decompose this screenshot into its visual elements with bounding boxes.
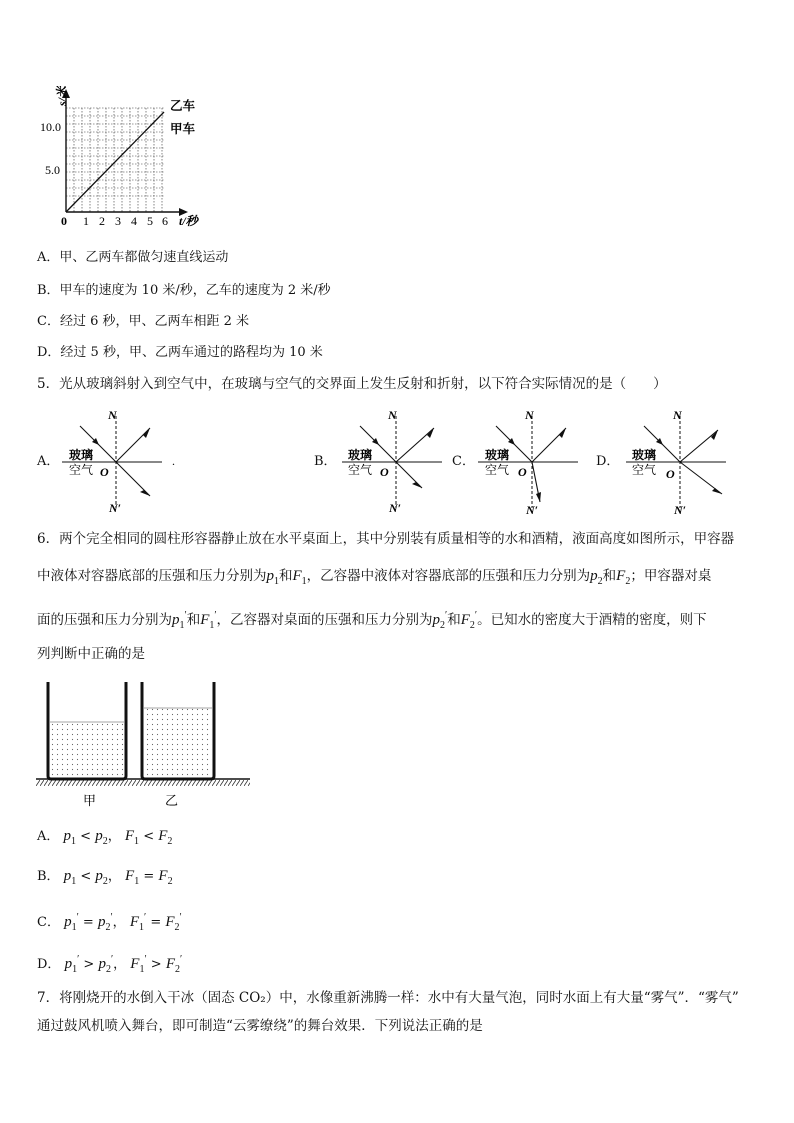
svg-text:玻璃: 玻璃 xyxy=(485,448,510,462)
q6-option-c: C． $p_1' = p_2'$， $F_1' = F_2'$ xyxy=(37,912,182,933)
x-tick-2: 2 xyxy=(99,214,105,228)
q4-option-c: C．经过 6 秒，甲、乙两车相距 2 米 xyxy=(37,314,250,329)
motion-line xyxy=(66,112,164,212)
y-axis-label: s/米 xyxy=(55,86,69,106)
q7-line-2: 通过鼓风机喷入舞台，即可制造“云雾缭绕”的舞台效果．下列说法正确的是 xyxy=(37,1018,483,1034)
q4-option-a: A．甲、乙两车都做匀速直线运动 xyxy=(37,250,229,265)
svg-text:空气: 空气 xyxy=(632,463,657,477)
svg-text:N: N xyxy=(525,408,534,422)
svg-text:N′: N′ xyxy=(526,503,539,517)
q5-option-b-letter: B． xyxy=(314,454,337,469)
q6-line-2: 中液体对容器底部的压强和压力分别为$p_1$和$F_1$，乙容器中液体对容器底部的压强和压力分别为$p_2$和$F_2$；甲容器对桌 xyxy=(37,568,712,587)
svg-text:N: N xyxy=(673,408,682,422)
svg-text:O: O xyxy=(666,467,675,481)
q6-option-b: B． $p_1 < p_2$， $F_1 = F_2$ xyxy=(37,868,173,887)
svg-text:O: O xyxy=(518,465,527,479)
svg-text:玻璃: 玻璃 xyxy=(348,448,373,462)
svg-text:N: N xyxy=(108,408,117,422)
x-tick-1: 1 xyxy=(83,214,89,228)
x-tick-6: 6 xyxy=(162,214,168,228)
y-tick-10: 10.0 xyxy=(40,120,61,134)
svg-text:N′: N′ xyxy=(389,501,402,515)
svg-text:N′: N′ xyxy=(674,503,687,517)
x-tick-3: 3 xyxy=(115,214,121,228)
q5-option-a-letter: A． xyxy=(37,454,60,469)
q6-option-a: A． $p_1 < p_2$， $F_1 < F_2$ xyxy=(37,828,173,847)
svg-text:O: O xyxy=(100,465,109,479)
q5-stem: 5．光从玻璃斜射入到空气中，在玻璃与空气的交界面上发生反射和折射，以下符合实际情况的是（ ） xyxy=(37,376,667,392)
q4-option-d: D．经过 5 秒，甲、乙两车通过的路程均为 10 米 xyxy=(37,345,323,360)
svg-text:N′: N′ xyxy=(109,501,122,515)
svg-text:.: . xyxy=(172,454,175,468)
q5-diagram-d xyxy=(626,406,746,518)
svg-text:N: N xyxy=(388,408,397,422)
q5-diagram-b xyxy=(342,406,452,516)
q6-line-1: 6．两个完全相同的圆柱形容器静止放在水平桌面上，其中分别装有质量相等的水和酒精，液面高度如图所示，甲容器 xyxy=(37,531,735,547)
q6-line-4: 列判断中正确的是 xyxy=(37,646,145,662)
line-label-yi: 乙车 xyxy=(170,98,196,113)
q7-line-1: 7．将刚烧开的水倒入干冰（固态 CO₂）中，水像重新沸腾一样：水中有大量气泡，同时水面上有大量“雾气”．“雾气” xyxy=(37,990,739,1006)
q6-line-3: 面的压强和压力分别为$p_1'$和$F_1'$，乙容器对桌面的压强和压力分别为$p_2'$和$F_2'$。已知水的密度大于酒精的密度，则下 xyxy=(37,610,707,631)
svg-text:O: O xyxy=(380,465,389,479)
svg-text:玻璃: 玻璃 xyxy=(69,448,94,462)
svg-text:玻璃: 玻璃 xyxy=(632,448,657,462)
q4-option-b: B．甲车的速度为 10 米/秒，乙车的速度为 2 米/秒 xyxy=(37,283,331,298)
q5-diagram-a xyxy=(62,406,192,516)
svg-text:空气: 空气 xyxy=(485,463,510,477)
line-label-jia: 甲车 xyxy=(170,121,196,136)
origin-label: 0 xyxy=(61,214,67,228)
container-label-yi: 乙 xyxy=(165,794,179,809)
q6-containers-figure xyxy=(36,678,256,812)
y-tick-5: 5.0 xyxy=(45,163,60,177)
x-tick-5: 5 xyxy=(147,214,153,228)
q5-option-c-letter: C． xyxy=(452,454,475,469)
x-axis-label: t/秒 xyxy=(179,214,198,228)
q5-diagram-c xyxy=(478,406,588,518)
q6-option-d: D． $p_1' > p_2'$， $F_1' > F_2'$ xyxy=(37,954,183,975)
container-label-jia: 甲 xyxy=(83,794,97,809)
q5-option-d-letter: D． xyxy=(596,454,620,469)
svg-text:空气: 空气 xyxy=(69,463,94,477)
s-t-graph xyxy=(36,86,226,236)
svg-text:空气: 空气 xyxy=(348,463,373,477)
x-tick-4: 4 xyxy=(131,214,137,228)
